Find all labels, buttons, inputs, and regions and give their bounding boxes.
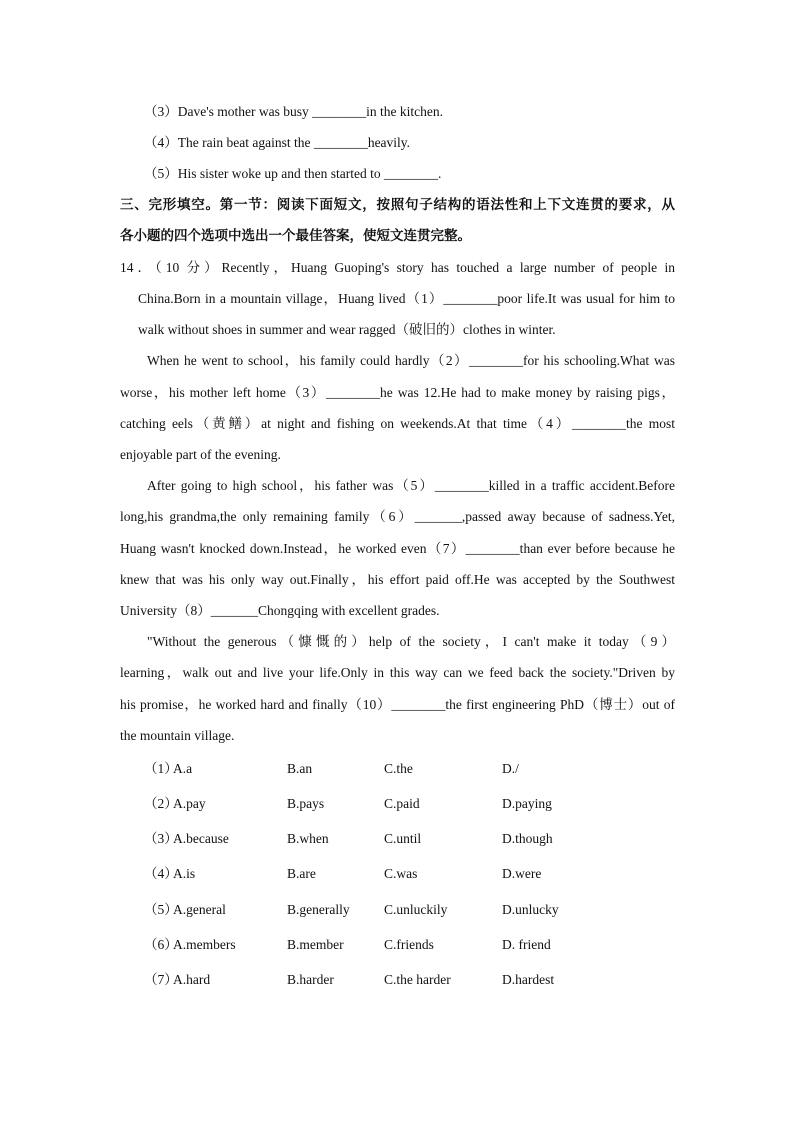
option-b[interactable]: B.pays (287, 796, 325, 811)
passage-line: China.Born in a mountain village，Huang lived（1）________poor life.It was usual for him to (138, 291, 675, 306)
option-d[interactable]: D.though (502, 831, 553, 846)
option-c[interactable]: C.until (384, 831, 422, 846)
passage-line: Huang wasn't knocked down.Instead，he worked even（7）________than ever before because he (120, 541, 675, 556)
prev-question-3: （3）Dave's mother was busy ________in the kitchen. (144, 104, 444, 119)
section-heading-line2: 各小题的四个选项中选出一个最佳答案，使短文连贯完整。 (120, 228, 471, 243)
option-a[interactable]: A.pay (173, 796, 206, 811)
option-b[interactable]: B.generally (287, 902, 350, 917)
option-number: （5） (144, 902, 178, 917)
option-a[interactable]: A.is (173, 866, 196, 881)
option-a[interactable]: A.members (173, 937, 236, 952)
option-a[interactable]: A.because (173, 831, 229, 846)
option-d[interactable]: D.hardest (502, 972, 555, 987)
option-d[interactable]: D. friend (502, 937, 551, 952)
passage-line: catching eels（黄鳝）at night and fishing on weekends.At that time（4）________the most (120, 416, 675, 431)
option-c[interactable]: C.unluckily (384, 902, 448, 917)
option-b[interactable]: B.when (287, 831, 329, 846)
passage-line: "Without the generous（慷慨的）help of the society，I can't make it today（9） (147, 634, 675, 649)
passage-line: his promise，he worked hard and finally（10）________the first engineering PhD（博士）out of (120, 697, 675, 712)
passage-line: knew that was his only way out.Finally，his effort paid off.He was accepted by the Southwest (120, 572, 675, 587)
option-b[interactable]: B.harder (287, 972, 334, 987)
option-b[interactable]: B.an (287, 761, 313, 776)
option-b[interactable]: B.are (287, 866, 316, 881)
option-a[interactable]: A.general (173, 902, 226, 917)
option-d[interactable]: D.were (502, 866, 542, 881)
passage-line: When he went to school，his family could hardly（2）________for his schooling.What was (147, 353, 675, 368)
passage-line: walk without shoes in summer and wear ragged（破旧的）clothes in winter. (138, 322, 556, 337)
option-d[interactable]: D./ (502, 761, 519, 776)
option-c[interactable]: C.the harder (384, 972, 451, 987)
option-c[interactable]: C.was (384, 866, 418, 881)
option-number: （4） (144, 866, 178, 881)
option-c[interactable]: C.friends (384, 937, 434, 952)
passage-line: the mountain village. (120, 728, 235, 743)
option-number: （7） (144, 972, 178, 987)
prev-question-4: （4）The rain beat against the ________heavily. (144, 135, 411, 150)
option-c[interactable]: C.the (384, 761, 413, 776)
passage-line: worse，his mother left home（3）________he was 12.He had to make money by raising pigs， (120, 385, 675, 400)
option-a[interactable]: A.hard (173, 972, 211, 987)
passage-line: learning，walk out and live your life.Only in this way can we feed back the society."Driven by (120, 665, 675, 680)
prev-question-5: （5）His sister woke up and then started to ________. (144, 166, 442, 181)
passage-line: long,his grandma,the only remaining family（6）_______,passed away because of sadness.Yet, (120, 509, 675, 524)
passage-line: After going to high school，his father was（5）________killed in a traffic accident.Before (147, 478, 675, 493)
option-number: （2） (144, 796, 178, 811)
option-d[interactable]: D.paying (502, 796, 552, 811)
option-number: （3） (144, 831, 178, 846)
passage-line: University（8）_______Chongqing with excellent grades. (120, 603, 440, 618)
option-d[interactable]: D.unlucky (502, 902, 559, 917)
option-number: （6） (144, 937, 178, 952)
option-b[interactable]: B.member (287, 937, 344, 952)
option-number: （1） (144, 761, 178, 776)
section-heading-line1: 三、完形填空。第一节：阅读下面短文，按照句子结构的语法性和上下文连贯的要求，从 (120, 197, 675, 212)
option-c[interactable]: C.paid (384, 796, 420, 811)
option-a[interactable]: A.a (173, 761, 193, 776)
passage-line: enjoyable part of the evening. (120, 447, 281, 462)
question-header: 14．（10 分）Recently，Huang Guoping's story has touched a large number of people in (120, 260, 675, 275)
